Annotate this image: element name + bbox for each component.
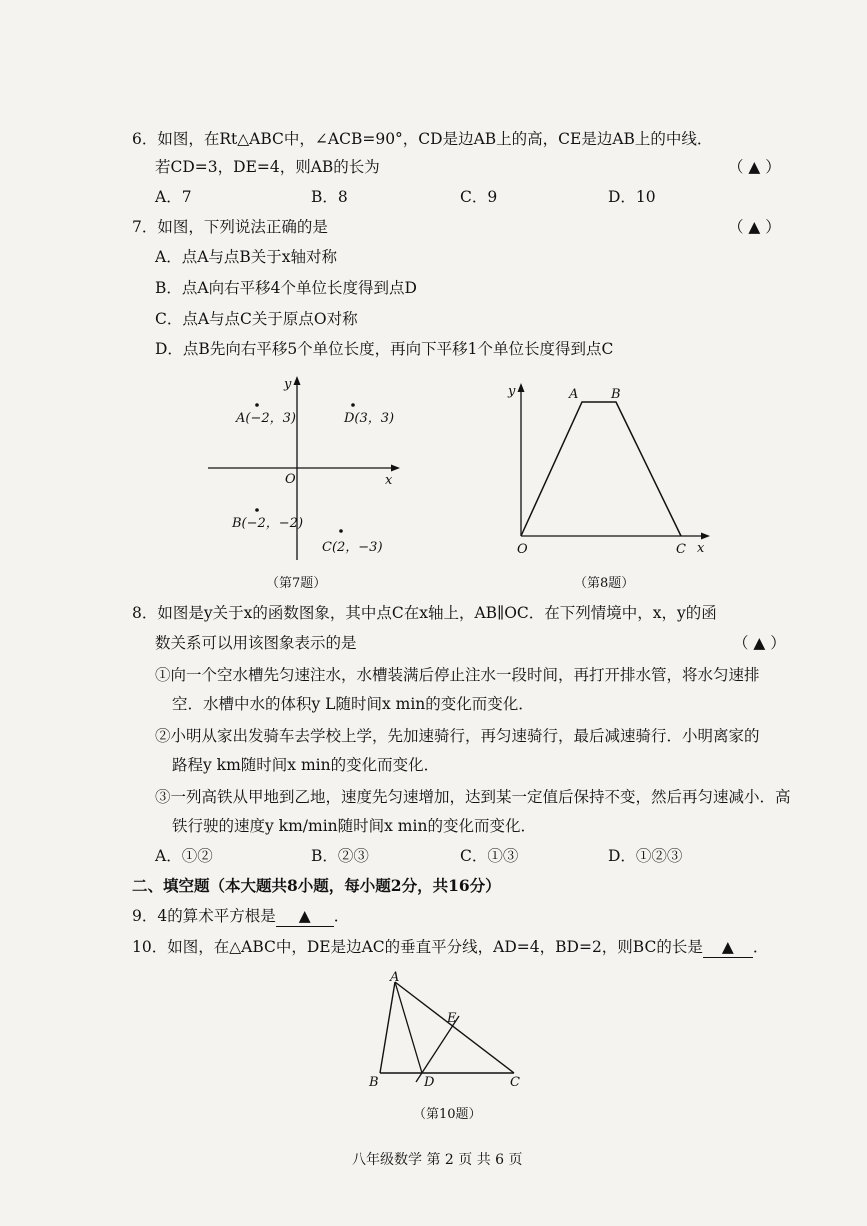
figure-10-triangle bbox=[360, 968, 540, 1093]
figure-8-caption: （第8题） bbox=[574, 576, 635, 591]
q7-option-c: C．点A与点C关于原点O对称 bbox=[155, 310, 358, 328]
q10-answer-blank[interactable]: ▲ bbox=[703, 937, 753, 958]
fig7-origin-label: O bbox=[285, 472, 296, 487]
q6-option-c: C．9 bbox=[460, 188, 498, 206]
fig10-point-d-label: D bbox=[424, 1075, 435, 1090]
q8-scenario-3-line2: 铁行驶的速度y km/min随时间x min的变化而变化． bbox=[172, 817, 536, 835]
q8-option-c: C．①③ bbox=[460, 847, 519, 865]
q8-option-a: A．①② bbox=[155, 847, 213, 865]
q8-scenario-3-line1: ③一列高铁从甲地到乙地，速度先匀速增加，达到某一定值后保持不变，然后再匀速减小．高 bbox=[155, 788, 791, 806]
q8-line2: 数关系可以用该图象表示的是 bbox=[155, 634, 357, 652]
figure-7-caption: （第7题） bbox=[266, 576, 327, 591]
fig7-point-c-label: C(2，−3) bbox=[322, 540, 383, 555]
q6-answer-mark: （ ▲ ） bbox=[728, 158, 781, 176]
fig7-point-b bbox=[255, 508, 259, 512]
q9-line bbox=[132, 906, 349, 927]
q8-option-b: B．②③ bbox=[311, 847, 369, 865]
fig10-point-e-label: E bbox=[447, 1011, 457, 1026]
q8-scenario-1-line1: ①向一个空水槽先匀速注水，水槽装满后停止注水一段时间，再打开排水管，将水匀速排 bbox=[155, 666, 760, 684]
fig7-point-d-label: D(3，3) bbox=[344, 411, 395, 426]
fig7-point-a-label: A(−2，3) bbox=[236, 411, 296, 426]
q7-option-b: B．点A向右平移4个单位长度得到点D bbox=[155, 279, 417, 297]
q10-text: 10．如图，在△ABC中，DE是边AC的垂直平分线，AD=4，BD=2，则BC的长是 bbox=[132, 938, 703, 956]
fig10-vertex-b-label: B bbox=[369, 1075, 379, 1090]
fig8-point-c-label: C bbox=[676, 542, 686, 557]
fig8-origin-label: O bbox=[517, 542, 528, 557]
q9-text: 9．4的算术平方根是 bbox=[132, 907, 276, 925]
q8-line1: 8．如图是y关于x的函数图象，其中点C在x轴上，AB∥OC．在下列情境中，x，y的函 bbox=[132, 604, 717, 622]
fig8-trapezoid-graph bbox=[521, 402, 681, 536]
q7-option-a: A．点A与点B关于x轴对称 bbox=[155, 248, 338, 266]
q8-scenario-1-line2: 空．水槽中水的体积y L随时间x min的变化而变化． bbox=[172, 695, 534, 713]
q6-option-d: D．10 bbox=[608, 188, 656, 206]
q10-end: ． bbox=[752, 938, 769, 956]
fig8-x-axis-label: x bbox=[697, 541, 705, 556]
fig7-point-b-label: B(−2，−2) bbox=[232, 516, 304, 531]
q6-line1: 6．如图，在Rt△ABC中，∠ACB=90°，CD是边AB上的高，CE是边AB上的中线． bbox=[132, 130, 713, 148]
page-footer: 八年级数学 第 2 页 共 6 页 bbox=[352, 1152, 523, 1168]
q9-answer-blank[interactable]: ▲ bbox=[276, 906, 334, 927]
q7-stem: 7．如图，下列说法正确的是 bbox=[132, 218, 328, 236]
q8-scenario-2-line2: 路程y km随时间x min的变化而变化． bbox=[172, 756, 440, 774]
q9-end: ． bbox=[333, 907, 350, 925]
q8-answer-mark: （ ▲ ） bbox=[733, 634, 786, 652]
fig7-point-a bbox=[255, 403, 259, 407]
q6-option-a: A．7 bbox=[155, 188, 192, 206]
fig8-point-b-label: B bbox=[611, 387, 621, 402]
fig10-vertex-c-label: C bbox=[510, 1075, 520, 1090]
q10-line bbox=[132, 937, 768, 958]
fig7-y-axis-label: y bbox=[284, 377, 292, 392]
fig10-vertex-a-label: A bbox=[390, 970, 400, 985]
q6-option-b: B．8 bbox=[311, 188, 348, 206]
figure-7-coordinate-plane bbox=[200, 370, 410, 570]
figure-10-caption: （第10题） bbox=[413, 1107, 482, 1122]
q7-option-d: D．点B先向右平移5个单位长度，再向下平移1个单位长度得到点C bbox=[155, 340, 614, 358]
figure-8-function-graph bbox=[505, 375, 715, 560]
q6-line2: 若CD=3，DE=4，则AB的长为 bbox=[155, 158, 380, 176]
fig8-point-a-label: A bbox=[569, 387, 579, 402]
fig8-y-axis-label: y bbox=[508, 384, 516, 399]
q8-option-d: D．①②③ bbox=[608, 847, 683, 865]
fig7-point-c bbox=[339, 529, 343, 533]
fig7-x-axis-label: x bbox=[385, 473, 393, 488]
q8-scenario-2-line1: ②小明从家出发骑车去学校上学，先加速骑行，再匀速骑行，最后减速骑行．小明离家的 bbox=[155, 727, 760, 745]
q7-answer-mark: （ ▲ ） bbox=[728, 218, 781, 236]
section-2-heading: 二、填空题（本大题共8小题，每小题2分，共16分） bbox=[132, 876, 501, 895]
fig7-point-d bbox=[351, 403, 355, 407]
